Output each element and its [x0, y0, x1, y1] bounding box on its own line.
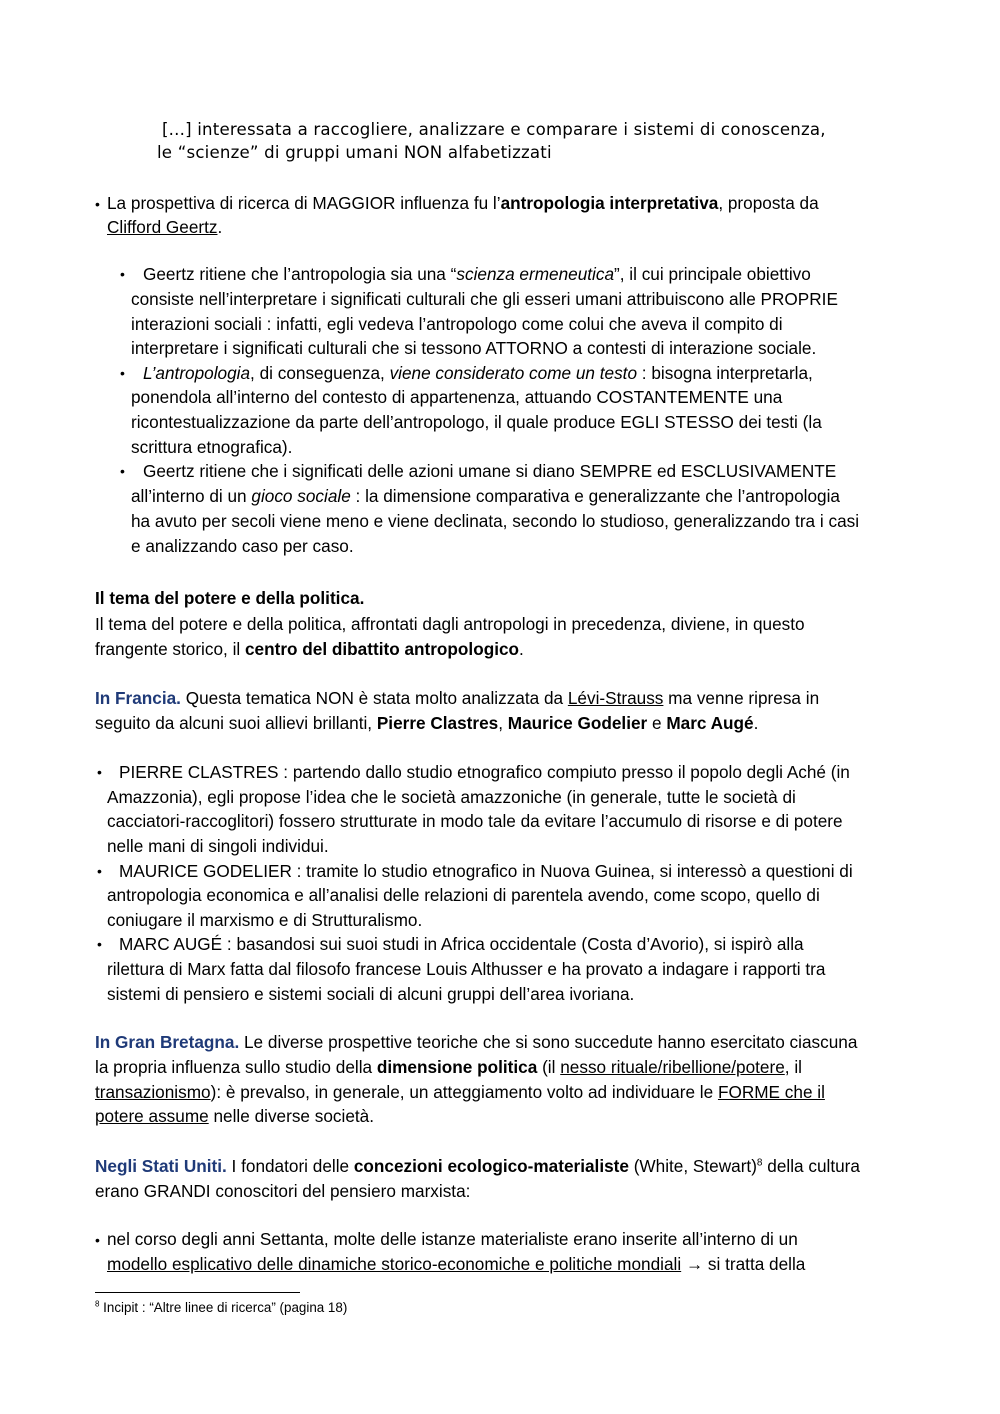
underlined-term: nesso rituale/ribellione/potere	[560, 1057, 785, 1077]
geertz-point-2-line-4: scrittura etnografica).	[131, 437, 293, 457]
bold-term: concezioni ecologico-materialiste	[353, 1156, 629, 1176]
bold-term: antropologia interpretativa	[500, 193, 719, 213]
bullet-icon: •	[95, 196, 100, 212]
text: ): è prevalso, in generale, un atteggiamento volto ad individuare le	[210, 1082, 718, 1102]
francia-label: In Francia.	[95, 688, 181, 708]
usa-point-line-1: nel corso degli anni Settanta, molte delle istanze materialiste erano inserite all’interno di un	[107, 1229, 798, 1249]
section-line-1: Il tema del potere e della politica, affrontati dagli antropologi in precedenza, diviene, in questo	[95, 614, 805, 634]
auge-line-2: rilettura di Marx fatta dal filosofo francese Louis Althusser e ha provato a indagare i rapporti tra	[107, 959, 826, 979]
text: nelle diverse società.	[208, 1106, 374, 1126]
godelier-line-1: MAURICE GODELIER : tramite lo studio etnografico in Nuova Guinea, si interessò a questioni di	[119, 861, 853, 881]
geertz-point-1-line-3: interazioni sociali : infatti, egli vedeva l’antropologo come colui che aveva il compito di	[131, 314, 783, 334]
francia-line-2	[95, 715, 758, 732]
clastres-line-3: cacciatori-raccoglitori) fossero strutturate in modo tale da evitare l’accumulo di risorse e di potere	[107, 811, 843, 831]
underlined-term: FORME che il	[717, 1082, 825, 1102]
footnote	[95, 1301, 347, 1314]
author-name: Pierre Clastres	[376, 713, 499, 733]
text: , proposta da	[718, 193, 819, 213]
text: : bisogna interpretarla,	[637, 363, 813, 383]
author-name: Maurice Godelier	[507, 713, 648, 733]
geertz-point-1-line-2: consiste nell’interpretare i significati culturali che gli esseri umani attribuiscono alle PROPRIE	[131, 289, 838, 309]
text: Geertz ritiene che l’antropologia sia una “	[143, 264, 457, 284]
footnote-text: Incipit : “Altre linee di ricerca” (pagina 18)	[99, 1300, 348, 1315]
text: , di conseguenza,	[250, 363, 390, 383]
footnote-separator	[95, 1292, 300, 1293]
text: .	[217, 217, 223, 237]
geertz-intro-line-2	[107, 219, 222, 236]
clastres-line-1: PIERRE CLASTRES : partendo dallo studio etnografico compiuto presso il popolo degli Aché (in	[119, 762, 850, 782]
underlined-term: modello esplicativo delle dinamiche storico-economiche e politiche mondiali	[107, 1254, 682, 1274]
author-name: Lévi-Strauss	[567, 688, 664, 708]
geertz-point-1-line-1	[143, 266, 811, 283]
gb-line-1	[95, 1034, 857, 1051]
footnote-reference[interactable]: 8	[756, 1157, 763, 1169]
text: : la dimensione comparativa e generalizzante che l’antropologia	[350, 486, 840, 506]
gb-line-4	[95, 1108, 374, 1125]
bullet-icon: •	[120, 365, 125, 381]
geertz-point-2-line-3: ricontestualizzazione da parte dell’antropologo, il quale produce EGLI STESSO dei testi (la	[131, 412, 822, 432]
italic-term: L’antropologia	[143, 363, 251, 383]
auge-line-3: sistemi di pensiero e sistemi sociali di alcuni gruppi dell’area ivoriana.	[107, 984, 635, 1004]
italic-term: gioco sociale	[251, 486, 351, 506]
bullet-icon: •	[97, 863, 102, 879]
bullet-icon: •	[120, 463, 125, 479]
usa-line-2: erano GRANDI conoscitori del pensiero marxista:	[95, 1181, 471, 1201]
quote-line-1: [...] interessata a raccogliere, analizzare e comparare i sistemi di conoscenza,	[162, 120, 826, 139]
geertz-intro-line-1	[107, 195, 819, 212]
author-name: Clifford Geertz	[107, 217, 218, 237]
bullet-icon: •	[95, 1232, 100, 1248]
usa-label: Negli Stati Uniti.	[95, 1156, 227, 1176]
gb-line-3	[95, 1084, 825, 1101]
text: all’interno di un	[131, 486, 252, 506]
italic-term: scienza ermeneutica	[456, 264, 615, 284]
text: della cultura	[762, 1156, 860, 1176]
text: (White, Stewart)	[628, 1156, 757, 1176]
geertz-point-3-line-3: ha avuto per secoli viene meno e viene declinata, secondo lo studioso, generalizzando tra i casi	[131, 511, 860, 531]
text: I fondatori delle	[226, 1156, 354, 1176]
francia-line-1	[95, 690, 819, 707]
text: seguito da alcuni suoi allievi brillanti,	[95, 713, 377, 733]
geertz-point-2-line-2: ponendola all’interno del contesto di appartenenza, attuando COSTANTEMENTE una	[131, 387, 783, 407]
text: ”, il cui principale obiettivo	[614, 264, 811, 284]
text: ma venne ripresa in	[663, 688, 820, 708]
text: frangente storico, il	[95, 639, 245, 659]
arrow-icon: →	[681, 1254, 708, 1274]
section-line-2	[95, 641, 524, 658]
geertz-point-1-line-4: interpretare i significati culturali che si tessono ATTORNO a contesti di interazione sociale.	[131, 338, 817, 358]
gb-label: In Gran Bretagna.	[95, 1032, 240, 1052]
quote-line-2: le “scienze” di gruppi umani NON alfabetizzati	[157, 143, 552, 162]
author-name: Marc Augé	[666, 713, 754, 733]
geertz-point-3-line-2	[131, 488, 840, 505]
godelier-line-2: antropologia economica e all’analisi delle relazioni di parentela avendo, come scopo, quello di	[107, 885, 820, 905]
bullet-icon: •	[97, 936, 102, 952]
underlined-term: potere assume	[95, 1106, 209, 1126]
underlined-term: transazionismo	[95, 1082, 211, 1102]
text: Questa tematica NON è stata molto analizzata da	[180, 688, 568, 708]
text: si tratta della	[707, 1254, 806, 1274]
clastres-line-2: Amazzonia), egli propose l’idea che le società amazzoniche (in generale, tutte le società di	[107, 787, 796, 807]
gb-line-2	[95, 1059, 802, 1076]
text: (il	[537, 1057, 561, 1077]
geertz-point-2-line-1	[143, 365, 813, 382]
bold-term: centro del dibattito antropologico	[245, 639, 520, 659]
geertz-point-3-line-4: e analizzando caso per caso.	[131, 536, 354, 556]
text: Le diverse prospettive teoriche che si sono succedute hanno esercitato ciascuna	[239, 1032, 858, 1052]
text: .	[519, 639, 524, 659]
text: La prospettiva di ricerca di MAGGIOR influenza fu l’	[107, 193, 501, 213]
usa-line-1	[95, 1158, 860, 1175]
footnote-number: 8	[95, 1299, 100, 1309]
bullet-icon: •	[97, 764, 102, 780]
text: e	[647, 713, 667, 733]
usa-point-line-2	[107, 1256, 805, 1273]
bullet-icon: •	[120, 266, 125, 282]
text: .	[753, 713, 759, 733]
section-heading: Il tema del potere e della politica.	[95, 588, 365, 608]
geertz-point-3-line-1: Geertz ritiene che i significati delle azioni umane si diano SEMPRE ed ESCLUSIVAMENTE	[143, 461, 837, 481]
godelier-line-3: coniugare il marxismo e di Strutturalismo.	[107, 910, 423, 930]
clastres-line-4: nelle mani di singoli individui.	[107, 836, 329, 856]
text: , il	[784, 1057, 802, 1077]
bold-term: dimensione politica	[376, 1057, 538, 1077]
text: la propria influenza sullo studio della	[95, 1057, 377, 1077]
auge-line-1: MARC AUGÉ : basandosi sui suoi studi in Africa occidentale (Costa d’Avorio), si ispirò alla	[119, 934, 804, 954]
italic-term: viene considerato come un testo	[389, 363, 638, 383]
text: ,	[498, 713, 508, 733]
